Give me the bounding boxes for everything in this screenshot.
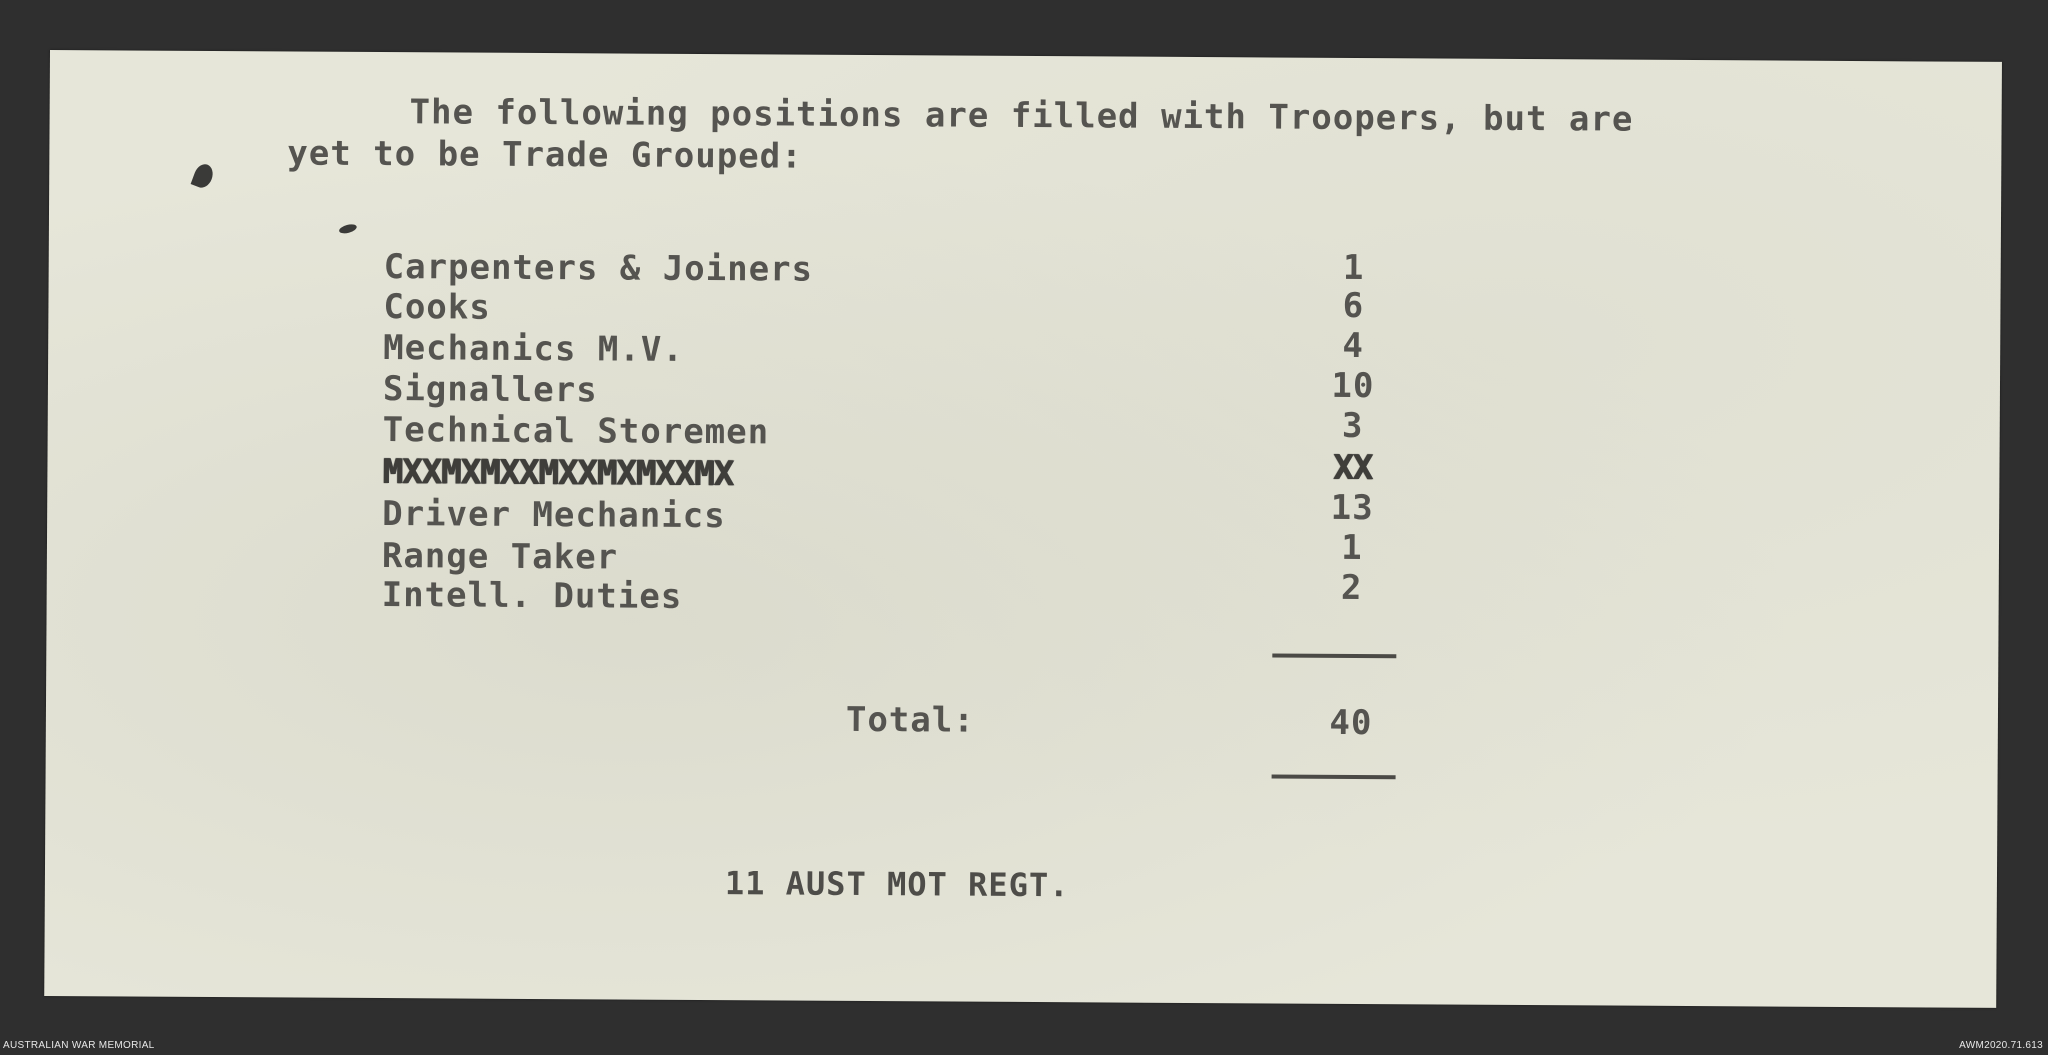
item-qty: 2 <box>1340 567 1363 609</box>
item-qty: 6 <box>1342 285 1365 327</box>
intro-line-2: yet to be Trade Grouped: <box>287 133 803 177</box>
ink-blot <box>191 162 216 191</box>
sum-rule-bottom <box>1272 774 1396 779</box>
item-qty: 4 <box>1342 325 1365 367</box>
item-label: Mechanics M.V. <box>383 328 684 370</box>
item-qty: 10 <box>1331 365 1375 407</box>
unit-signature: 11 AUST MOT REGT. <box>724 864 1070 905</box>
sum-rule-top <box>1272 653 1396 658</box>
archive-credit: AUSTRALIAN WAR MEMORIAL <box>3 1040 155 1051</box>
total-label: Total: <box>845 699 975 741</box>
item-qty: 3 <box>1341 405 1364 447</box>
item-qty: 1 <box>1341 527 1363 569</box>
item-label: Intell. Duties <box>381 575 683 617</box>
item-label: Technical Storemen <box>382 410 770 453</box>
struck-item-qty: XX <box>1332 447 1373 489</box>
item-qty: 1 <box>1342 247 1365 289</box>
struck-item-label: MXXMXMXXMXXMXMXXMX <box>382 452 734 495</box>
archive-reference: AWM2020.71.613 <box>1959 1040 2043 1051</box>
document-page <box>44 50 2002 1008</box>
item-label: Range Taker <box>381 536 619 578</box>
ink-blot <box>338 223 357 235</box>
item-label: Cooks <box>383 287 491 328</box>
item-label: Carpenters & Joiners <box>383 247 814 290</box>
item-label: Driver Mechanics <box>382 494 726 537</box>
item-label: Signallers <box>382 369 598 411</box>
total-value: 40 <box>1329 702 1373 744</box>
intro-line-1: The following positions are filled with Troopers, but are <box>409 92 1634 140</box>
item-qty: 13 <box>1330 487 1374 529</box>
